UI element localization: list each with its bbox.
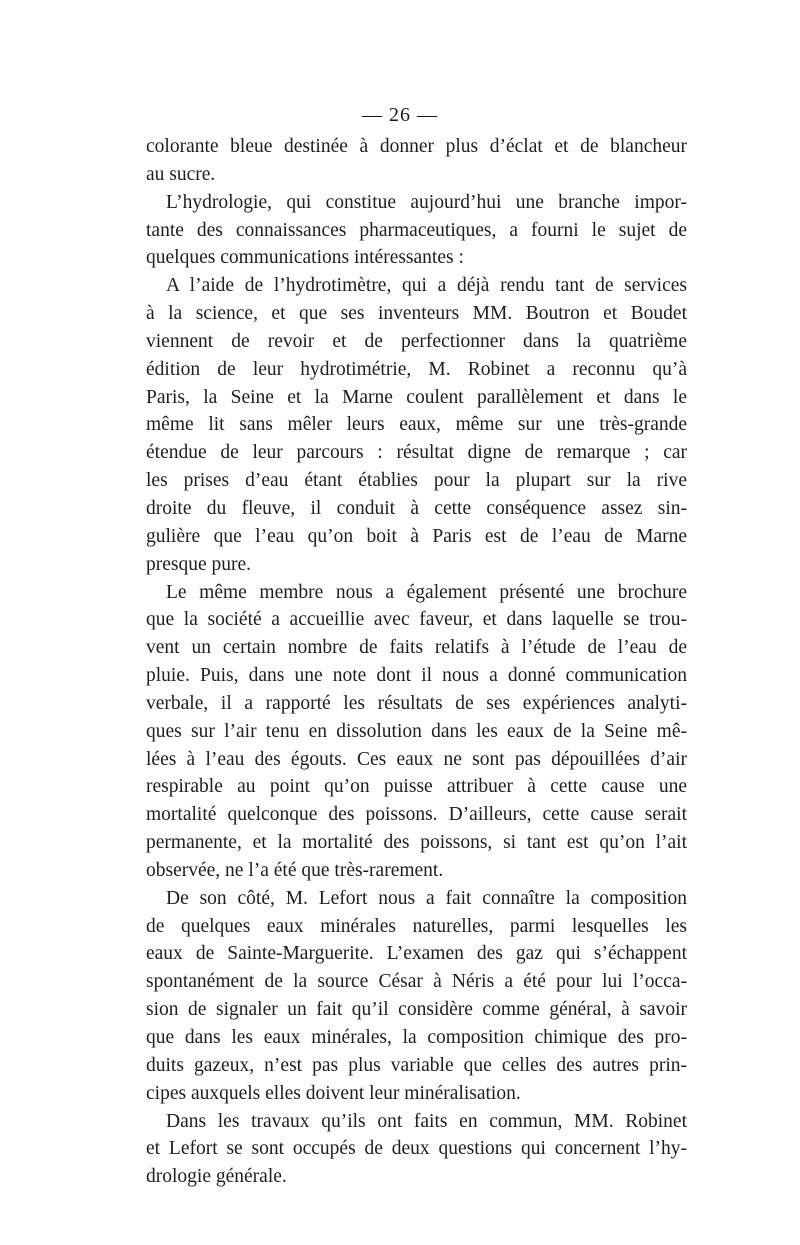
text-line: Paris, la Seine et la Marne coulent parallèlement et dans le [146,386,687,408]
text-line: gulière que l’eau qu’on boit à Paris est de l’eau de Marne [146,525,687,547]
text-line: droite du fleuve, il conduit à cette conséquence assez sin- [146,497,687,519]
text-line: lées à l’eau des égouts. Ces eaux ne sont pas dépouillées d’air [146,748,687,770]
text-line: et Lefort se sont occupés de deux questions qui concernent l’hy- [146,1138,687,1160]
text-line: étendue de leur parcours : résultat digne de remarque ; car [146,442,687,464]
text-line: verbale, il a rapporté les résultats de ses expériences analyti- [146,692,687,714]
text-line: tante des connaissances pharmaceutiques, a fourni le sujet de [146,219,687,241]
text-line: presque pure. [146,553,252,575]
text-line: même lit sans mêler leurs eaux, même sur une très-grande [146,414,687,436]
text-line: de quelques eaux minérales naturelles, parmi lesquelles les [146,915,687,937]
text-line: colorante bleue destinée à donner plus d’éclat et de blancheur [146,136,687,157]
text-line: permanente, et la mortalité des poissons, si tant est qu’on l’ait [146,832,687,854]
text-line: que dans les eaux minérales, la composition chimique des pro- [146,1027,687,1048]
text-line: sion de signaler un fait qu’il considère comme général, à savoir [146,999,687,1021]
text-line: De son côté, M. Lefort nous a fait connaître la composition [166,887,687,909]
text-line: eaux de Sainte-Marguerite. L’examen des gaz qui s’échappent [146,943,687,965]
text-line: mortalité quelconque des poissons. D’ailleurs, cette cause serait [146,804,687,826]
text-line: spontanément de la source César à Néris a été pour lui l’occa- [146,971,687,993]
text-line: édition de leur hydrotimétrie, M. Robinet a reconnu qu’à [146,358,687,380]
text-line: vent un certain nombre de faits relatifs à l’étude de l’eau de [146,637,687,659]
text-line: pluie. Puis, dans une note dont il nous a donné communication [146,665,687,687]
page-number: — 26 — [362,104,438,126]
text-line: A l’aide de l’hydrotimètre, qui a déjà rendu tant de services [166,275,687,297]
text-line: Dans les travaux qu’ils ont faits en commun, MM. Robinet [166,1110,687,1132]
text-line: cipes auxquels elles doivent leur minéralisation. [146,1082,521,1104]
text-line: à la science, et que ses inventeurs MM. Boutron et Boudet [146,303,687,325]
text-line: au sucre. [146,163,216,185]
text-line: duits gazeux, n’est pas plus variable que celles des autres prin- [146,1054,687,1076]
text-line: que la société a accueillie avec faveur, et dans laquelle se trou- [146,609,687,631]
text-line: L’hydrologie, qui constitue aujourd’hui une branche impor- [166,191,687,213]
text-line: observée, ne l’a été que très-rarement. [146,859,444,881]
text-line: Le même membre nous a également présenté une brochure [166,581,687,603]
body-text [146,133,687,1191]
text-line: les prises d’eau étant établies pour la plupart sur la rive [146,470,687,492]
text-line: quelques communications intéressantes : [146,247,464,269]
text-line: respirable au point qu’on puisse attribuer à cette cause une [146,776,687,798]
text-line: drologie générale. [146,1166,287,1188]
text-line: ques sur l’air tenu en dissolution dans les eaux de la Seine mê- [146,720,687,742]
text-line: viennent de revoir et de perfectionner dans la quatrième [146,330,687,352]
